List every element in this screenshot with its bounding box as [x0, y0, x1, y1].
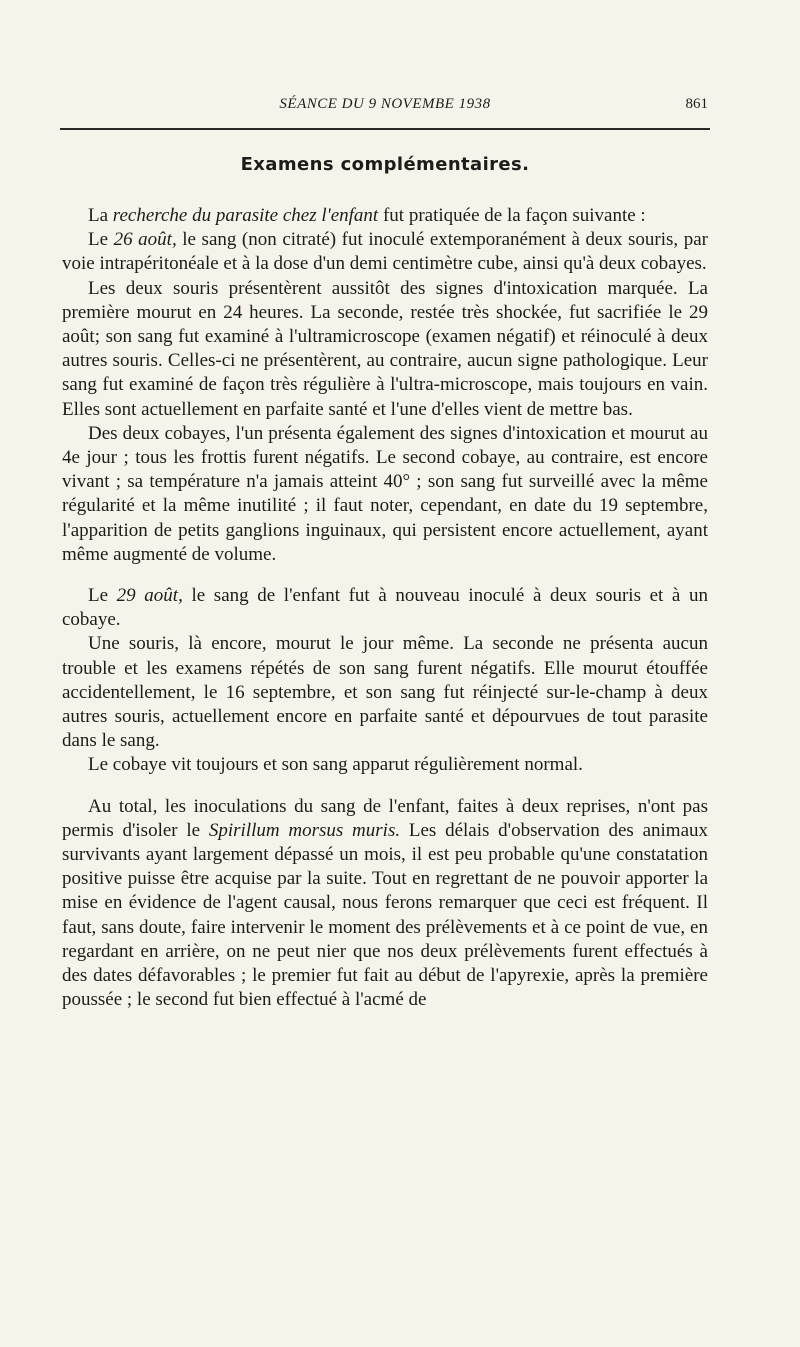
header-rule	[60, 128, 710, 130]
running-head	[62, 96, 708, 120]
paragraph-8: Au total, les inoculations du sang de l'enfant, faites à deux reprises, n'ont pas permis d'isoler le Spirillum morsus muris. Les délais d'observation des animaux survivants ayant largement dépassé un mois, il est peu probable qu'une constatation positive puisse être acquise par la suite. Tout en regrettant de ne pouvoir apporter la mise en évidence de l'agent causal, nous ferons remarquer que ceci est fréquent. Il faut, sans doute, faire intervenir le moment des prélèvements et à ce point de vue, en regardant en arrière, on ne peut nier que nos deux prélèvements furent effectués à des dates défavorables ; le premier fut fait au début de l'apyrexie, après la première poussée ; le second fut bien effectué à l'acmé de	[62, 795, 709, 1011]
paragraph-7: Le cobaye vit toujours et son sang apparut régulièrement normal.	[88, 754, 583, 776]
paragraph-5: Le 29 août, le sang de l'enfant fut à nouveau inoculé à deux souris et à un cobaye.	[62, 585, 708, 631]
page-number: 861	[685, 96, 708, 112]
body-text	[62, 204, 708, 1013]
paragraph-1: La recherche du parasite chez l'enfant fut pratiquée de la façon suivante :	[88, 205, 646, 226]
paragraph-2: Le 26 août, le sang (non citraté) fut inoculé extemporanément à deux souris, par voie intrapéritonéale et à la dose d'un demi centimètre cube, ainsi qu'à deux cobayes.	[62, 229, 708, 275]
paragraph-6: Une souris, là encore, mourut le jour même. La seconde ne présenta aucun trouble et les examens répétés de son sang furent négatifs. Elle mourut étouffée accidentellement, le 16 septembre, et son sang fut réinjecté sur-le-champ à deux autres souris, actuellement encore en parfaite santé et dépourvues de tout parasite dans le sang.	[62, 633, 708, 752]
paragraph-4: Des deux cobayes, l'un présenta également des signes d'intoxication et mourut au 4e jour ; tous les frottis furent négatifs. Le second cobaye, au contraire, est encore vivant ; sa température n'a jamais atteint 40° ; son sang fut surveillé avec la même régularité et la même inutilité ; il faut noter, cependant, en date du 19 septembre, l'apparition de petits ganglions inguinaux, qui persistent encore actuellement, ayant même augmenté de volume.	[62, 422, 708, 565]
running-title: SÉANCE DU 9 NOVEMBE 1938	[279, 96, 491, 112]
section-heading: Examens complémentaires.	[240, 154, 530, 175]
paragraph-3: Les deux souris présentèrent aussitôt des signes d'intoxication marquée. La première mourut en 24 heures. La seconde, restée très shockée, fut sacrifiée le 29 août; son sang fut examiné à l'ultramicroscope (examen négatif) et réinoculé à deux autres souris. Celles-ci ne présentèrent, au contraire, aucun signe pathologique. Leur sang fut examiné de façon très régulière à l'ultra-microscope, mais toujours en vain. Elles sont actuellement en parfaite santé et l'une d'elles vient de mettre bas.	[62, 277, 708, 420]
